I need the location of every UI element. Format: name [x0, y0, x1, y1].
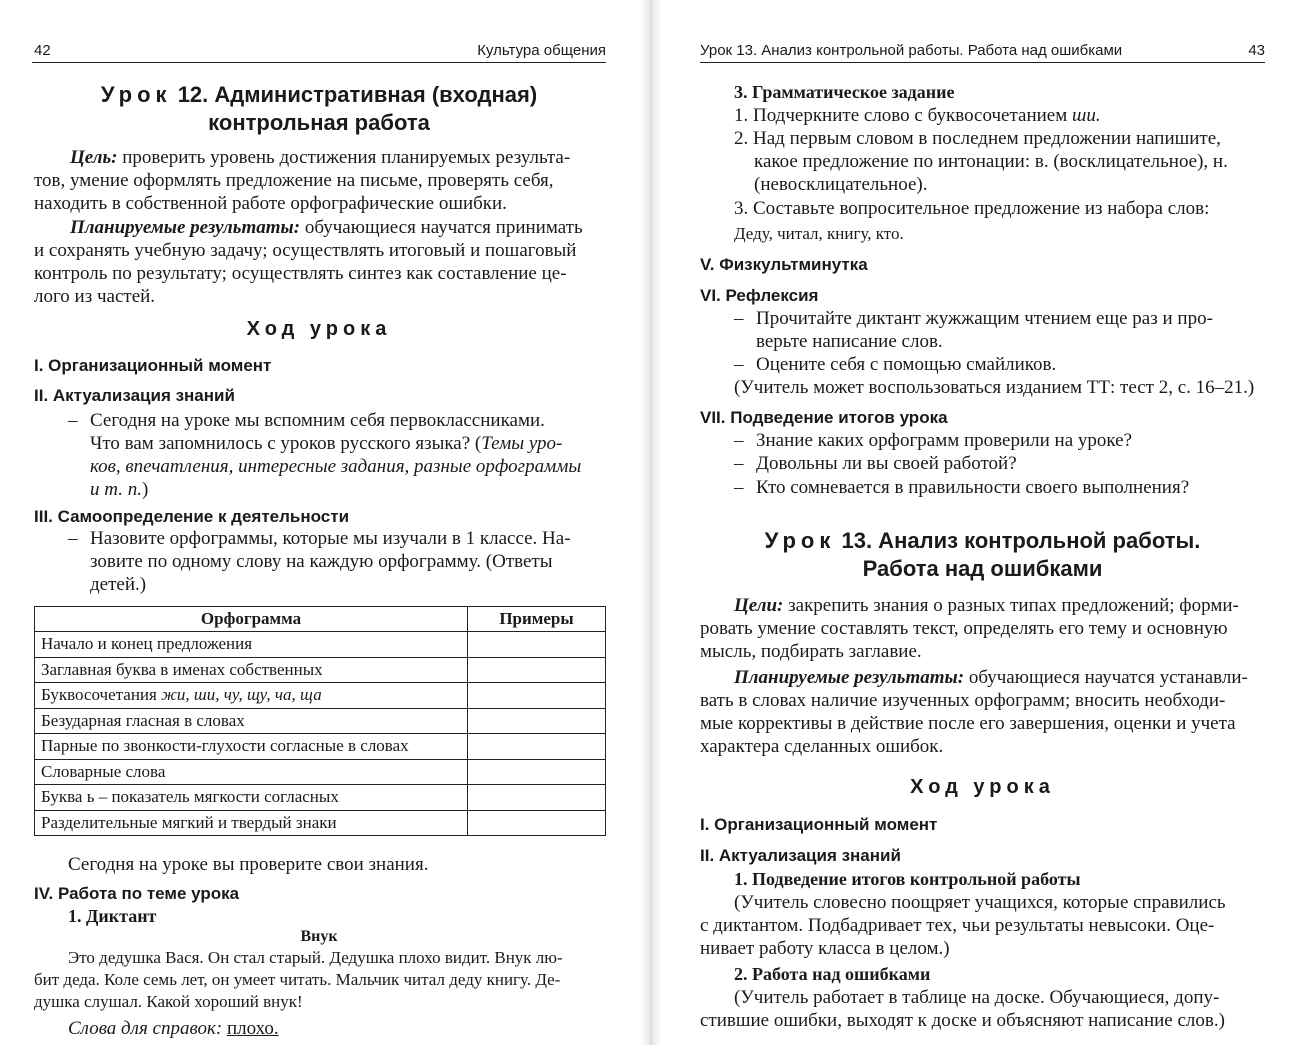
section-heading: VI. Рефлексия [700, 286, 819, 305]
hod-uroka-heading: Ход урока [246, 318, 392, 340]
subsection-heading: 2. Работа над ошибками [734, 964, 931, 984]
table-row [35, 810, 606, 836]
header-rule [700, 62, 1265, 63]
results-paragraph [70, 216, 583, 239]
goal-line: закрепить знания о разных типах предложений; форми- [788, 595, 1239, 616]
table-cell [468, 759, 606, 785]
task3-words: Деду, читал, книгу, кто. [734, 224, 904, 243]
italic-text: Темы уро- [481, 433, 563, 454]
dictation-line: бит деда. Коле семь лет, он умеет читать. Мальчик читал деду книгу. Де- [34, 970, 561, 989]
table-cell: Разделительные мягкий и твердый знаки [35, 810, 468, 836]
results-line: мые коррективы в действие после его завершения, оценки и учета [700, 713, 1236, 734]
text-line: 1. Подчеркните слово с буквосочетанием [734, 105, 1068, 126]
table-cell [468, 734, 606, 760]
table-cell [468, 810, 606, 836]
table-row [35, 759, 606, 785]
table-header: Примеры [468, 607, 606, 632]
subsection-heading: 1. Диктант [68, 906, 157, 926]
table-row [35, 708, 606, 734]
goal-paragraph [70, 146, 570, 169]
results-continuation [700, 689, 1236, 758]
goal-line: находить в собственной работе орфографические ошибки. [34, 193, 507, 214]
dash-marker: – [734, 354, 744, 375]
goal-line: мысль, подбирать заглавие. [700, 641, 922, 662]
dash-marker: – [734, 477, 744, 498]
sec3-text [90, 527, 571, 596]
goal-line: тов, умение оформлять предложение на письме, проверять себя, [34, 170, 554, 191]
reference-text: плохо. [226, 1018, 279, 1039]
summary-item: Кто сомневается в правильности своего выполнения? [756, 477, 1190, 498]
orthogram-table [34, 606, 606, 836]
section-heading: I. Организационный момент [34, 356, 272, 375]
lesson-title-word: Урок [100, 82, 172, 107]
results-line: обучающиеся научатся принимать [304, 217, 583, 238]
italic-text: ши. [1072, 105, 1101, 126]
goal-continuation [34, 169, 554, 215]
sub2-continuation: стившие ошибки, выходят к доске и объясняют написание слов.) [700, 1010, 1225, 1031]
table-cell: Парные по звонкости-глухости согласные в словах [35, 734, 468, 760]
goal-line: проверить уровень достижения планируемых результа- [122, 147, 571, 168]
text-line: Прочитайте диктант жужжащим чтением еще раз и про- [756, 308, 1213, 329]
goal-paragraph [734, 594, 1239, 617]
table-cell [468, 683, 606, 709]
left-page [32, 0, 606, 1045]
text-line: детей.) [90, 574, 147, 595]
cell-text: Буквосочетания [41, 685, 162, 705]
right-page [700, 0, 1265, 1045]
sub1-continuation [700, 914, 1214, 960]
table-row [35, 657, 606, 683]
section-heading: II. Актуализация знаний [700, 846, 901, 865]
lesson-title-line2: Работа над ошибками [862, 556, 1103, 581]
text-line: с диктантом. Подбадривает тех, чьи результаты невысоки. Оце- [700, 915, 1215, 936]
table-header-row [35, 607, 606, 632]
grammar-task: 3. Составьте вопросительное предложение из набора слов: [734, 198, 1210, 219]
table-header: Орфограмма [35, 607, 468, 632]
table-cell: Буква ь – показатель мягкости согласных [35, 785, 468, 811]
book-gutter [640, 0, 662, 1045]
reference-words [68, 1017, 279, 1040]
sub2-text: (Учитель работает в таблице на доске. Обучающиеся, допу- [734, 987, 1220, 1008]
lesson-title-line2: контрольная работа [208, 110, 430, 135]
sub1-text: (Учитель словесно поощряет учащихся, которые справились [734, 892, 1226, 913]
dash-marker: – [734, 453, 744, 474]
reflection-note: (Учитель может воспользоваться изданием ТТ: тест 2, с. 16–21.) [734, 377, 1255, 398]
table-cell [468, 785, 606, 811]
table-cell: Заглавная буква в именах собственных [35, 657, 468, 683]
text-line: какое предложение по интонации: в. (восклицательное), н. [754, 151, 1228, 172]
dictation-line: Это дедушка Вася. Он стал старый. Дедушка плохо видит. Внук лю- [68, 948, 563, 967]
after-table-text: Сегодня на уроке вы проверите свои знания. [68, 854, 429, 875]
cell-italic-text: жи, ши, чу, щу, ча, ща [161, 685, 322, 705]
results-label: Планируемые результаты: [70, 217, 301, 238]
results-paragraph [734, 666, 1248, 689]
reference-label: Слова для справок: [68, 1018, 223, 1039]
table-row [35, 734, 606, 760]
results-line: лого из частей. [34, 286, 156, 307]
dash-marker: – [734, 308, 744, 329]
closing-paren: ) [141, 479, 149, 500]
table-cell [468, 632, 606, 658]
dictation-continuation [34, 969, 560, 1013]
reflection-item: Оцените себя с помощью смайликов. [756, 354, 1057, 375]
section-heading: II. Актуализация знаний [34, 386, 235, 405]
dash-marker: – [68, 410, 78, 431]
table-cell: Начало и конец предложения [35, 632, 468, 658]
dash-marker: – [68, 528, 78, 549]
results-line: контроль по результату; осуществлять синтез как составление це- [34, 263, 567, 284]
section-heading: III. Самоопределение к деятельности [34, 507, 350, 526]
header-rule [32, 62, 606, 63]
grammar-task: 2. Над первым словом в последнем предложении напишите, [734, 128, 1221, 149]
text-line: зовите по одному слову на каждую орфограмму. (Ответы [90, 551, 553, 572]
text-line: (невосклицательное). [754, 174, 928, 195]
running-head: Урок 13. Анализ контрольной работы. Работа над ошибками [700, 42, 1123, 59]
table-cell [468, 708, 606, 734]
sec2-text [90, 409, 581, 501]
grammar-task-continuation [754, 150, 1228, 196]
results-line: и сохранять учебную задачу; осуществлять итоговый и пошаговый [34, 240, 577, 261]
lesson-title [32, 82, 606, 108]
table-cell [468, 657, 606, 683]
goal-line: ровать умение составлять текст, определять его тему и основную [700, 618, 1228, 639]
table-cell [35, 683, 468, 709]
subsection-heading: 1. Подведение итогов контрольной работы [734, 869, 1081, 889]
goal-label: Цель: [70, 147, 118, 168]
reflection-item [756, 307, 1213, 353]
text-line: Что вам запомнилось с уроков русского языка? ( [90, 433, 482, 454]
dictation-line: душка слушал. Какой хороший внук! [34, 992, 303, 1011]
text-line: верьте написание слов. [756, 331, 943, 352]
lesson-title-rest: 12. Административная (входная) [177, 82, 538, 107]
goal-label: Цели: [734, 595, 784, 616]
results-line: характера сделанных ошибок. [700, 736, 944, 757]
goal-continuation [700, 617, 1228, 663]
text-line: нивает работу класса в целом.) [700, 938, 950, 959]
results-label: Планируемые результаты: [734, 667, 965, 688]
section-heading: I. Организационный момент [700, 815, 938, 834]
results-continuation [34, 239, 576, 308]
italic-text: и т. п. [90, 479, 142, 500]
results-line: вать в словах наличие изученных орфограмм; вносить необходи- [700, 690, 1226, 711]
dictation-title: Внук [300, 928, 338, 945]
table-cell: Словарные слова [35, 759, 468, 785]
results-line: обучающиеся научатся устанавли- [968, 667, 1248, 688]
section-heading: VII. Подведение итогов урока [700, 408, 948, 427]
lesson-title-word: Урок [764, 528, 836, 553]
text-line: Назовите орфограммы, которые мы изучали в 1 классе. На- [90, 528, 571, 549]
hod-uroka-heading: Ход урока [910, 776, 1055, 798]
lesson-title-rest: 13. Анализ контрольной работы. [841, 528, 1201, 553]
table-row [35, 632, 606, 658]
subsection-heading: 3. Грамматическое задание [734, 82, 955, 102]
dash-marker: – [734, 430, 744, 451]
table-row [35, 785, 606, 811]
table-cell: Безударная гласная в словах [35, 708, 468, 734]
grammar-task [734, 104, 1101, 127]
summary-item: Знание каких орфограмм проверили на уроке? [756, 430, 1133, 451]
italic-text: ков, впечатления, интересные задания, разные орфограммы [90, 456, 582, 477]
text-line: Сегодня на уроке мы вспомним себя первоклассниками. [90, 410, 545, 431]
section-heading: V. Физкультминутка [700, 255, 868, 274]
section-heading: IV. Работа по теме урока [34, 884, 240, 903]
running-head: Культура общения [477, 42, 606, 59]
table-row [35, 683, 606, 709]
lesson-title [700, 528, 1265, 554]
summary-item: Довольны ли вы своей работой? [756, 453, 1017, 474]
page-number: 43 [1248, 42, 1265, 59]
page-number: 42 [34, 42, 51, 59]
